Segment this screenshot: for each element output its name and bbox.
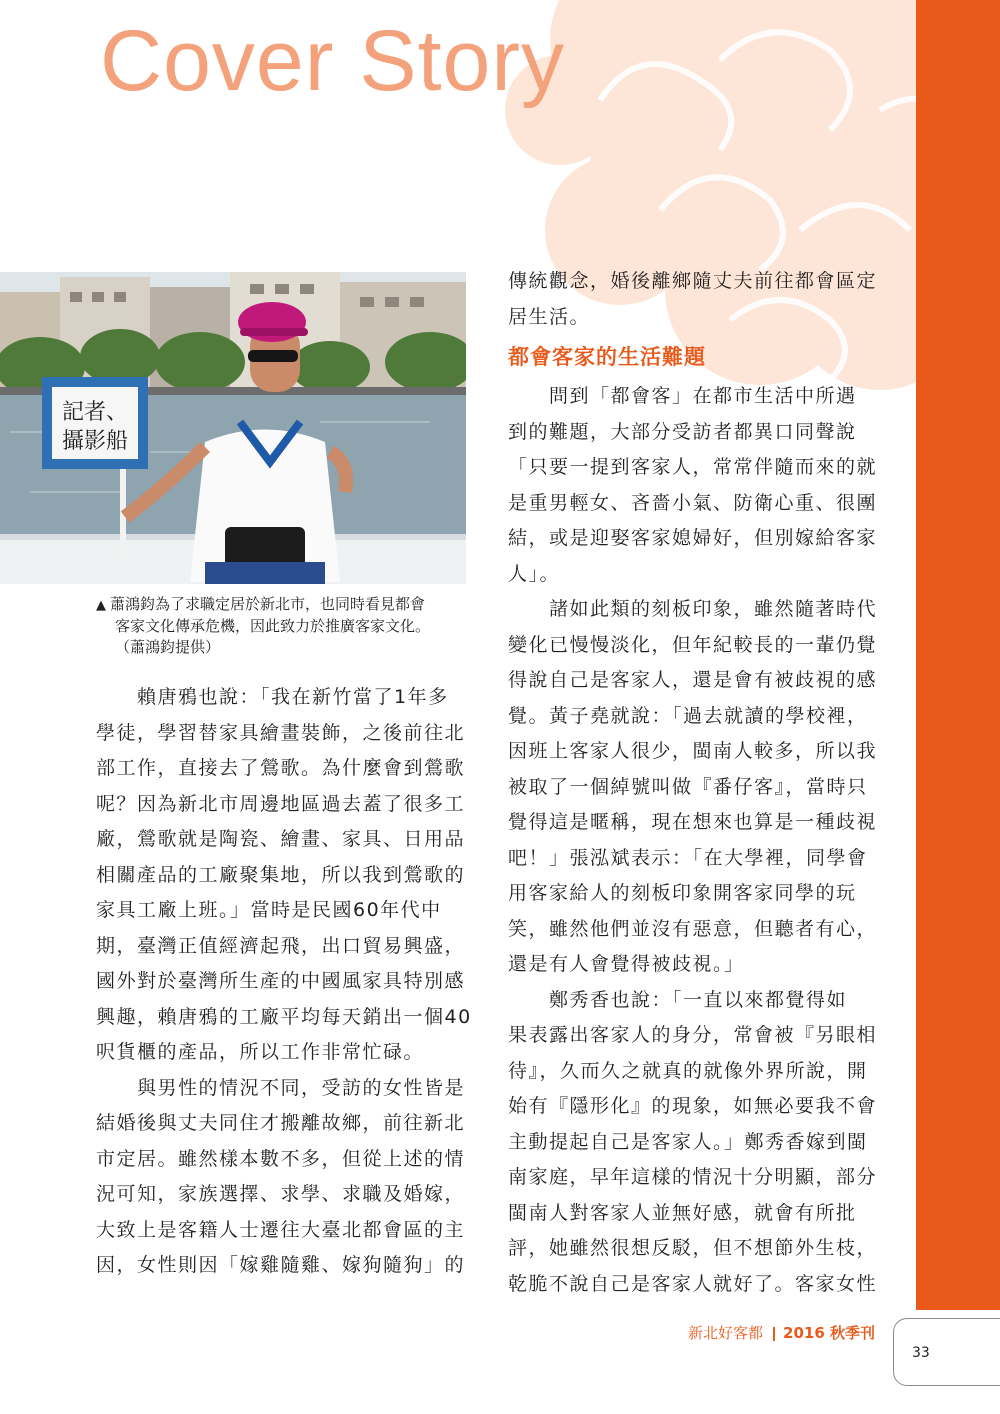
text-line: 得說自己是客家人，還是會有被歧視的感 [508, 669, 878, 691]
text-line: 人」。 [508, 562, 561, 585]
text-line: 是重男輕女、吝嗇小氣、防衛心重、很團 [508, 491, 878, 514]
text-line: 學徒，學習替家具繪畫裝飾，之後前往北 [96, 721, 466, 744]
article-photo [0, 272, 466, 584]
text-line: 傳統觀念，婚後離鄉隨丈夫前往都會區定 [508, 270, 878, 292]
text-line: 因，女性則因「嫁雞隨雞、嫁狗隨狗」的 [96, 1254, 466, 1276]
text-line: 「只要一提到客家人，常常伴隨而來的就 [508, 456, 878, 478]
text-line: 還是有人會覺得被歧視。」 [508, 953, 745, 975]
footer-publication [688, 1322, 875, 1343]
text-line: 與男性的情況不同，受訪的女性皆是 [96, 1076, 466, 1099]
caption-line: ▲ 蕭鴻鈞為了求職定居於新北市，也同時看見都會 [96, 595, 426, 613]
sign-line-2: 攝影船 [61, 429, 129, 454]
text-line: 變化已慢慢淡化，但年紀較長的一輩仍覺 [508, 633, 878, 656]
issue-label: 2016 秋季刊 [783, 1324, 875, 1342]
text-line: 期，臺灣正值經濟起飛，出口貿易興盛， [96, 934, 466, 957]
section-subheading: 都會客家的生活難題 [508, 345, 706, 369]
text-line: 家具工廠上班。」當時是民國60年代中 [96, 899, 442, 921]
text-line: 市定居。雖然樣本數不多，但從上述的情 [96, 1147, 466, 1170]
text-line: 居生活。 [508, 305, 591, 328]
text-line: 鄭秀香也說：「一直以來都覺得如 [508, 988, 848, 1011]
text-line: 到的難題，大部分受訪者都異口同聲說 [508, 420, 857, 443]
footer-separator [773, 1327, 775, 1341]
text-line: 閩南人對客家人並無好感，就會有所批 [508, 1201, 857, 1224]
text-line: 問到「都會客」在都市生活中所遇 [508, 385, 857, 407]
text-line: 主動提起自己是客家人。」鄭秀香嫁到閩 [508, 1130, 868, 1153]
page-number: 33 [912, 1345, 930, 1361]
photo-caption [96, 594, 476, 658]
text-line: 南家庭，早年這樣的情況十分明顯，部分 [508, 1166, 878, 1188]
text-line: 吧！」張泓斌表示：「在大學裡，同學會 [508, 846, 868, 869]
section-title: Cover Story [100, 13, 566, 109]
text-line: 始有『隱形化』的現象，如無必要我不會 [508, 1095, 878, 1117]
text-line: 呎貨櫃的產品，所以工作非常忙碌。 [96, 1041, 425, 1063]
caption-line: 客家文化傳承危機，因此致力於推廣客家文化。 [115, 617, 431, 635]
text-line: 大致上是客籍人士遷往大臺北都會區的主 [96, 1218, 466, 1241]
text-line: 覺得這是暱稱，現在想來也算是一種歧視 [508, 811, 878, 833]
text-line: 呢？因為新北市周邊地區過去蓋了很多工 [96, 792, 466, 815]
text-line: 結婚後與丈夫同住才搬離故鄉，前往新北 [96, 1112, 466, 1134]
text-line: 因班上客家人很少，閩南人較多，所以我 [508, 740, 878, 762]
text-line: 覺。黃子堯就說：「過去就讀的學校裡， [508, 704, 868, 727]
text-line: 評，她雖然很想反駁，但不想節外生枝， [508, 1237, 878, 1259]
page-number-frame [893, 1318, 1000, 1386]
sign-line-1: 記者、 [61, 400, 129, 425]
text-line: 笑，雖然他們並沒有惡意，但聽者有心， [508, 917, 878, 940]
text-line: 興趣，賴唐鴉的工廠平均每天銷出一個40 [96, 1005, 472, 1028]
text-line: 部工作，直接去了鶯歌。為什麼會到鶯歌 [96, 757, 466, 779]
publication-name: 新北好客都 [688, 1324, 764, 1342]
text-line: 結，或是迎娶客家媳婦好，但別嫁給客家 [508, 527, 878, 549]
text-line: 況可知，家族選擇、求學、求職及婚嫁， [96, 1183, 466, 1205]
text-line: 果表露出客家人的身分，常會被『另眼相 [508, 1024, 878, 1046]
side-accent-bar [916, 0, 1000, 1310]
text-line: 被取了一個綽號叫做『番仔客』，當時只 [508, 775, 868, 798]
article-column-right [508, 264, 893, 1302]
triangle-icon: ▲ [96, 598, 106, 613]
text-line: 諸如此類的刻板印象，雖然隨著時代 [508, 598, 878, 620]
photo-illustration [0, 272, 466, 584]
text-line: 相關產品的工廠聚集地，所以我到鶯歌的 [96, 863, 466, 886]
text-line: 待』，久而久之就真的就像外界所說，開 [508, 1059, 868, 1082]
text-line: 用客家給人的刻板印象開客家同學的玩 [508, 882, 857, 904]
article-column-left [96, 680, 476, 1284]
text-line: 賴唐鴉也說：「我在新竹當了1年多 [96, 686, 449, 708]
text-line: 國外對於臺灣所生產的中國風家具特別感 [96, 970, 466, 992]
text-line: 廠，鶯歌就是陶瓷、繪畫、家具、日用品 [96, 828, 466, 850]
caption-line: （蕭鴻鈞提供） [115, 638, 221, 656]
text-line: 乾脆不說自己是客家人就好了。客家女性 [508, 1272, 878, 1295]
